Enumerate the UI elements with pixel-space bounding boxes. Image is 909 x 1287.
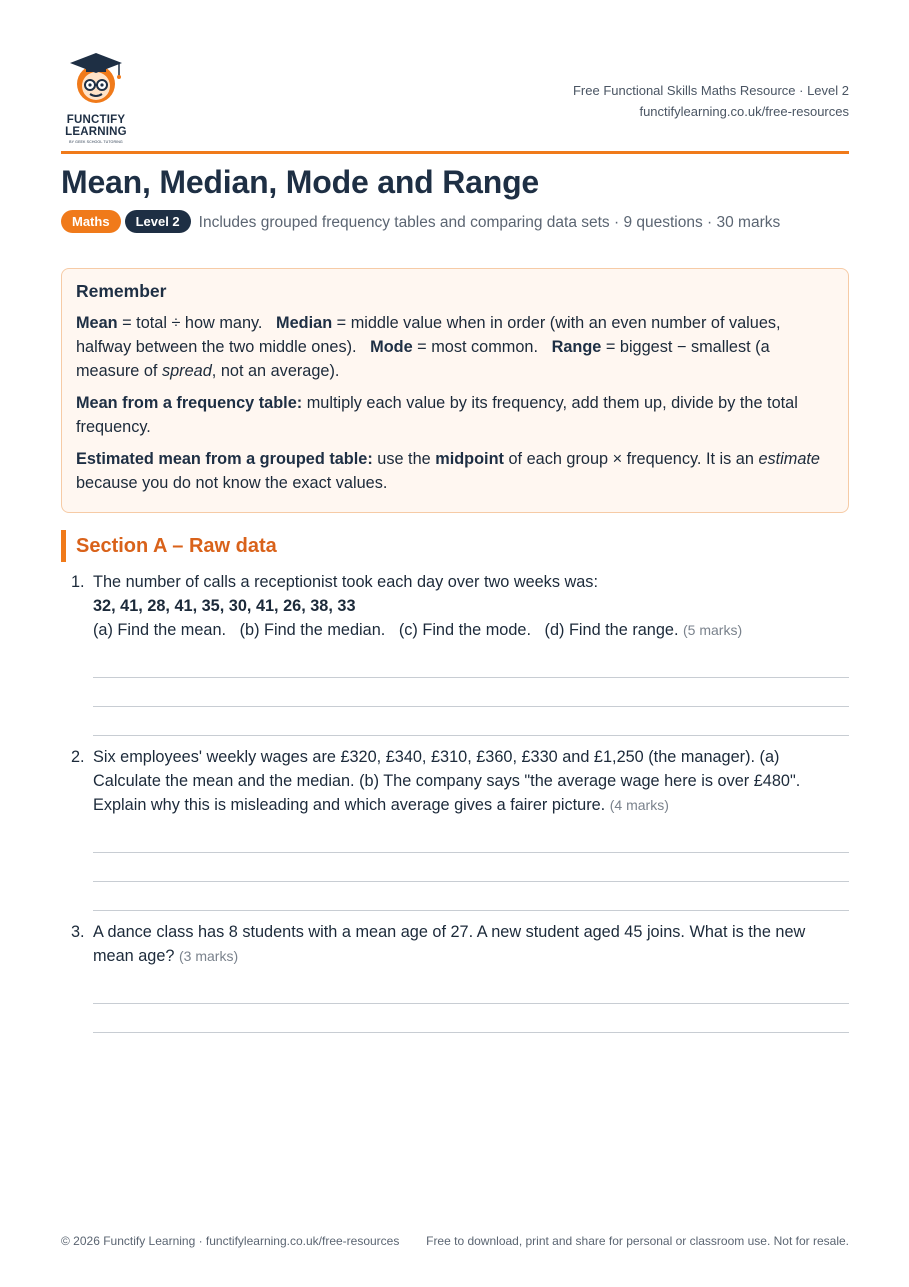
frequency-tip-text: multiply each value by its frequency, add them up, divide by the total frequency. <box>76 394 798 436</box>
question-parts-text: (a) Find the mean. (b) Find the median. (c) Find the mode. (d) Find the range. <box>93 621 679 639</box>
resource-url[interactable]: functifylearning.co.uk/free-resources <box>639 104 849 119</box>
range-term: Range <box>551 338 602 356</box>
section-a-heading: Section A – Raw data <box>61 530 277 562</box>
question-2 <box>61 745 849 817</box>
answer-line[interactable] <box>93 1003 849 1004</box>
question-data: 32, 41, 28, 41, 35, 30, 41, 26, 38, 33 <box>93 597 356 615</box>
frequency-table-tip <box>76 391 834 439</box>
answer-line[interactable] <box>93 881 849 882</box>
level-badge: Level 2 <box>125 210 191 233</box>
question-text: A dance class has 8 students with a mean age of 27. A new student aged 45 joins. What is the new mean age? <box>93 923 806 965</box>
question-number: 1. <box>71 573 85 591</box>
averages-definitions <box>76 311 834 383</box>
mean-definition: = total ÷ how many. <box>117 314 263 332</box>
question-body <box>93 920 849 968</box>
answer-line[interactable] <box>93 852 849 853</box>
grouped-tip-text-3: because you do not know the exact values. <box>76 474 388 492</box>
question-1 <box>61 570 849 642</box>
marks-label: (4 marks) <box>609 797 669 813</box>
median-term: Median <box>276 314 333 332</box>
logo-line-1: FUNCTIFY <box>66 114 126 126</box>
question-text: Six employees' weekly wages are £320, £340, £310, £360, £330 and £1,250 (the manager). (a) Calculate the mean and the median. (b) The company says "the average wage here is over £480". Explain why this is misleading and which average gives a fairer picture. <box>93 748 801 814</box>
question-parts <box>93 618 849 642</box>
remember-box <box>61 268 849 513</box>
question-body <box>93 745 849 817</box>
footer-copyright: © 2026 Functify Learning · functifylearning.co.uk/free-resources <box>61 1234 400 1248</box>
header-info <box>573 80 849 122</box>
remember-heading: Remember <box>76 281 167 301</box>
resource-label: Free Functional Skills Maths Resource · Level 2 <box>572 83 849 98</box>
median-definition: = middle value when in order (with an even number of values, halfway between the two middle ones). <box>76 314 781 356</box>
answer-line[interactable] <box>93 910 849 911</box>
answer-line[interactable] <box>93 735 849 736</box>
question-number: 3. <box>71 923 85 941</box>
marks-label: (5 marks) <box>683 622 743 638</box>
footer-license: Free to download, print and share for personal or classroom use. Not for resale. <box>426 1234 849 1248</box>
grouped-tip-text-1: use the <box>372 450 436 468</box>
meta-description: Includes grouped frequency tables and comparing data sets · 9 questions · 30 marks <box>198 214 781 231</box>
logo-wordmark <box>61 114 131 138</box>
grouped-tip-label: Estimated mean from a grouped table: <box>76 450 373 468</box>
grouped-tip-estimate: estimate <box>758 450 820 468</box>
question-3 <box>61 920 849 968</box>
logo-subtitle: BY GEEK SCHOOL TUTORING <box>69 140 123 144</box>
subject-badge: Maths <box>61 210 121 233</box>
answer-line[interactable] <box>93 706 849 707</box>
question-number: 2. <box>71 748 85 766</box>
mode-definition: = most common. <box>412 338 538 356</box>
grouped-tip-midpoint: midpoint <box>435 450 504 468</box>
graduate-owl-icon <box>61 50 131 114</box>
answer-line[interactable] <box>93 1032 849 1033</box>
page-title: Mean, Median, Mode and Range <box>61 164 540 200</box>
mode-term: Mode <box>370 338 413 356</box>
range-definition-1: = biggest − smallest (a measure of <box>76 338 770 380</box>
grouped-table-tip <box>76 447 834 495</box>
question-body <box>93 570 849 642</box>
page-header <box>61 0 849 155</box>
header-divider <box>61 151 849 154</box>
worksheet-meta <box>61 210 849 235</box>
grouped-tip-text-2: of each group × frequency. It is an <box>503 450 759 468</box>
worksheet-page <box>61 0 849 1287</box>
mean-term: Mean <box>76 314 118 332</box>
range-definition-2: , not an average). <box>211 362 340 380</box>
marks-label: (3 marks) <box>179 948 239 964</box>
answer-line[interactable] <box>93 677 849 678</box>
range-definition-emphasis: spread <box>161 362 212 380</box>
logo-line-2: LEARNING <box>65 126 127 138</box>
question-text: The number of calls a receptionist took each day over two weeks was: <box>93 573 598 591</box>
frequency-tip-label: Mean from a frequency table: <box>76 394 303 412</box>
